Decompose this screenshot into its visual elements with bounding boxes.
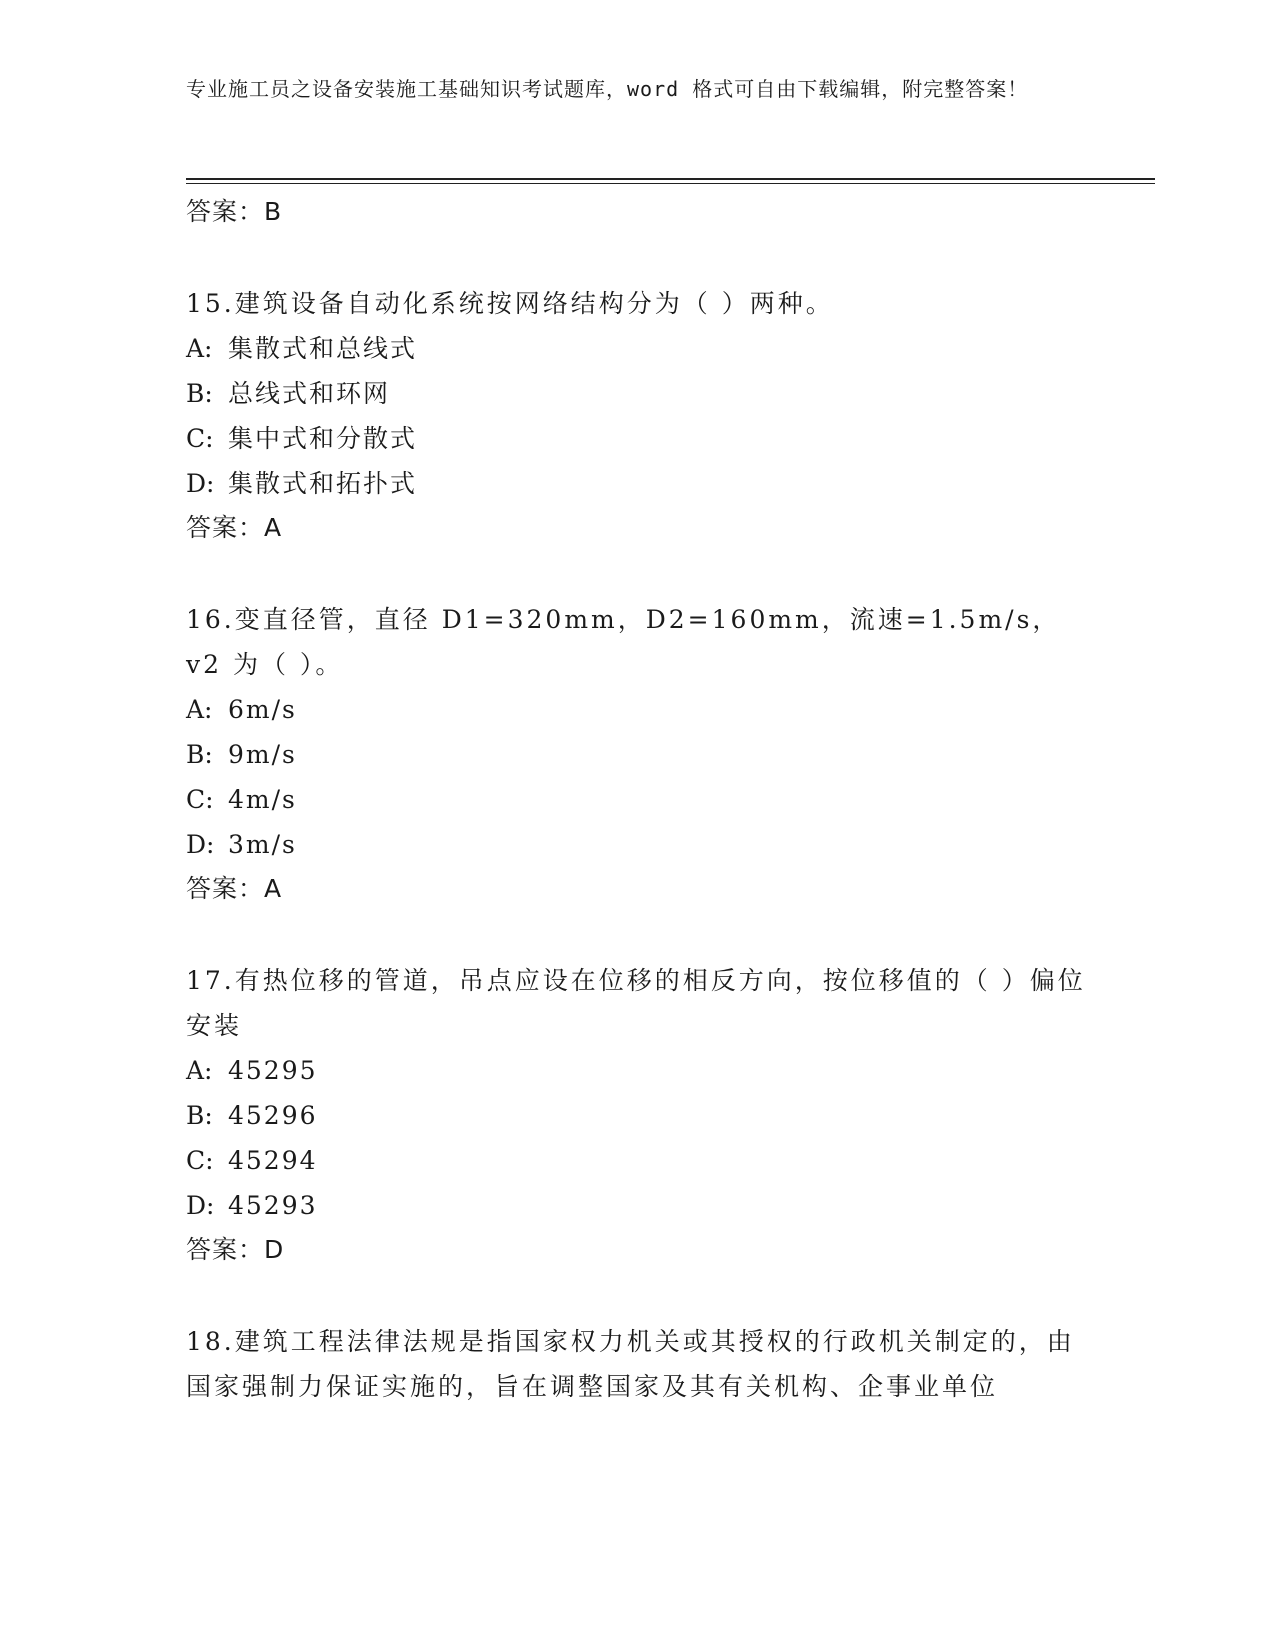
question-15 [186,281,1086,550]
option-b [186,732,1086,777]
answer-line: 答案：A [186,874,283,903]
question-text: 15.建筑设备自动化系统按网络结构分为（ ）两种。 [186,289,834,318]
option-text: 45296 [228,1101,318,1130]
option-label: B: [186,379,213,408]
option-label: D: [186,830,215,859]
question-18 [186,1319,1086,1409]
option-a [186,687,1086,732]
answer-line: 答案：B [186,197,283,226]
option-label: C: [186,1146,214,1175]
option-label: D: [186,1191,215,1220]
option-label: A: [186,334,213,363]
option-d [186,1183,1086,1228]
question-text: 18.建筑工程法律法规是指国家权力机关或其授权的行政机关制定的，由国家强制力保证实施的，旨在调整国家及其有关机构、企事业单位 [186,1327,1075,1401]
option-a [186,326,1086,371]
answer-line: 答案：A [186,513,283,542]
option-label: C: [186,785,214,814]
option-c [186,777,1086,822]
question-17 [186,958,1086,1272]
option-text: 4m/s [228,785,297,814]
option-label: B: [186,1101,213,1130]
question-16 [186,597,1086,911]
header-rule [186,178,1155,180]
option-c [186,1138,1086,1183]
option-a [186,1048,1086,1093]
option-text: 总线式和环网 [228,379,391,408]
option-text: 45294 [228,1146,318,1175]
document-body [186,190,1086,1409]
answer-line: 答案：D [186,1235,285,1264]
question-text: 16.变直径管，直径 D1=320mm，D2=160mm，流速=1.5m/s，v2 为（ ）。 [186,605,1061,679]
option-b [186,371,1086,416]
page-header: 专业施工员之设备安装施工基础知识考试题库，word 格式可自由下载编辑，附完整答案！ [186,77,1029,101]
option-b [186,1093,1086,1138]
option-label: D: [186,469,215,498]
option-d [186,822,1086,867]
option-label: A: [186,695,213,724]
option-text: 6m/s [228,695,297,724]
option-text: 45295 [228,1056,318,1085]
option-text: 9m/s [228,740,297,769]
option-text: 45293 [228,1191,318,1220]
option-text: 3m/s [228,830,297,859]
option-text: 集散式和拓扑式 [228,469,418,498]
header-rule-thin [186,183,1155,184]
option-c [186,416,1086,461]
question-text: 17.有热位移的管道，吊点应设在位移的相反方向，按位移值的（ ）偏位安装 [186,966,1086,1040]
option-label: A: [186,1056,213,1085]
option-label: C: [186,424,214,453]
option-text: 集散式和总线式 [228,334,418,363]
option-text: 集中式和分散式 [228,424,418,453]
option-label: B: [186,740,213,769]
option-d [186,461,1086,506]
